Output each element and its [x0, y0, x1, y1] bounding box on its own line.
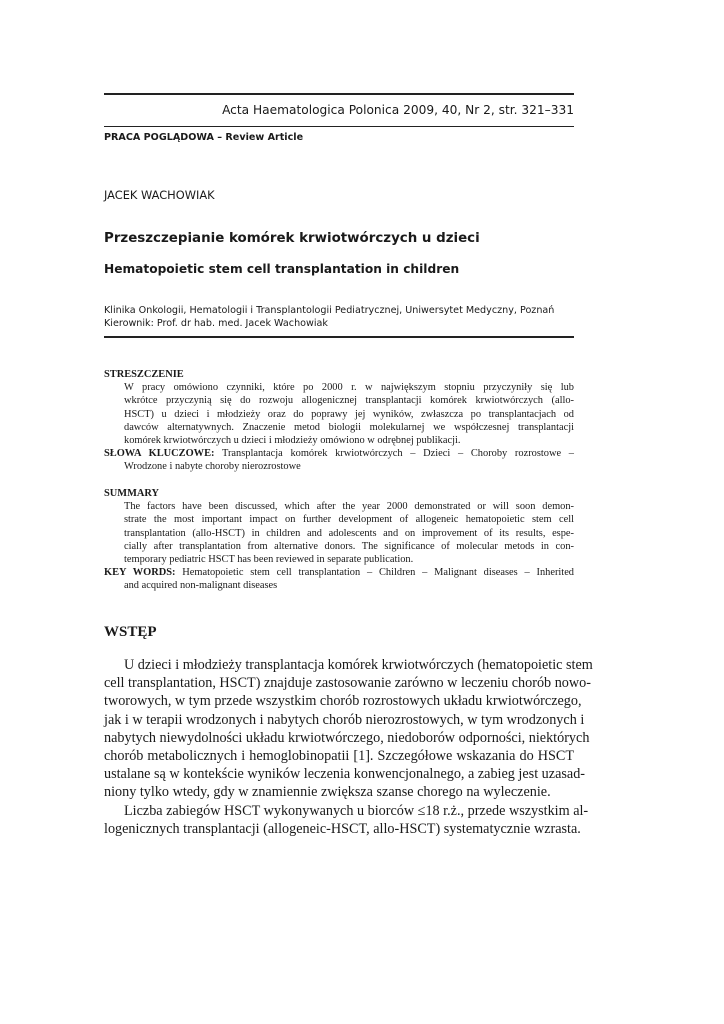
body-line: Liczba zabiegów HSCT wykonywanych u biorców ≤18 r.ż., przede wszystkim al- — [124, 802, 589, 819]
title-english: Hematopoietic stem cell transplantation in children — [104, 262, 460, 276]
key-words-label: KEY WORDS: — [104, 567, 176, 579]
affiliation-head: Kierownik: Prof. dr hab. med. Jacek Wachowiak — [104, 318, 328, 329]
article-type: PRACA POGLĄDOWA – Review Article — [104, 132, 304, 143]
affiliation-rule — [104, 336, 574, 338]
abstract-line: komórek krwiotwórczych u dzieci i młodzieży omówiono w odrębnej publikacji. — [124, 435, 461, 447]
abstract-line: dawców alternatywnych. Znaczenie metod biologii molekularnej we współczesnej transplantacji — [124, 421, 574, 433]
body-line: ustalane są w kontekście wyników leczenia konwencjonalnego, a zabieg jest uzasad- — [104, 766, 586, 783]
summary-line: The factors have been discussed, which after the year 2000 demonstrated or will soon demon- — [124, 501, 574, 513]
affiliation-institution: Klinika Onkologii, Hematologii i Transplantologii Pediatrycznej, Uniwersytet Medyczny, Poznań — [104, 305, 555, 316]
summary-line: strate the most important impact on further development of allogeneic hematopoietic stem cell — [124, 514, 574, 526]
abstract-line: wkrótce przyczynią się do rozwoju allogenicznej transplantacji komórek krwiotwórczych (allo- — [124, 395, 574, 407]
intro-body — [104, 656, 593, 838]
body-line: cell transplantation, HSCT) znajduje zastosowanie zarówno w leczeniu chorób nowo- — [104, 675, 591, 692]
abstract-line: HSCT) u dzieci i młodzieży oraz do poprawy jej wyników, zwłaszcza po transplantacjach od — [124, 408, 574, 420]
author-name: JACEK WACHOWIAK — [104, 188, 215, 202]
key-words-line — [104, 566, 574, 579]
keywords-line — [104, 447, 574, 460]
summary-line: cially after transplantation from alternative donors. The significance of molecular metods in con- — [124, 540, 574, 552]
body-line: jak i w terapii wrodzonych i nabytych chorób nierozrostowych, w tym wrodzonych i — [104, 711, 585, 728]
summary-line: transplantation (allo-HSCT) in children and adolescents and on improvement of its results, espe- — [124, 527, 574, 539]
keywords-text: Transplantacja komórek krwiotwórczych – Dzieci – Choroby rozrostowe – — [214, 448, 574, 460]
abstract-english — [104, 487, 574, 593]
key-words-continuation: and acquired non-malignant diseases — [124, 580, 278, 592]
top-rule — [104, 93, 574, 95]
body-line: U dzieci i młodzieży transplantacja komórek krwiotwórczych (hematopoietic stem — [124, 657, 593, 673]
summary-line: temporary pediatric HSCT has been reviewed in separate publication. — [124, 554, 414, 566]
keywords-continuation: Wrodzone i nabyte choroby nierozrostowe — [124, 461, 301, 473]
keywords-label: SŁOWA KLUCZOWE: — [104, 448, 215, 460]
abstract-polish — [104, 368, 574, 474]
key-words-text: Hematopoietic stem cell transplantation – Children – Malignant diseases – Inherited — [175, 567, 574, 579]
abstract-line: W pracy omówiono czynniki, które po 2000 r. w największym stopniu przyczyniły się lub — [124, 382, 574, 394]
body-line: chorób metabolicznych i hemoglobinopatii [1]. Szczegółowe wskazania do HSCT — [104, 748, 574, 765]
header-rule — [104, 126, 574, 127]
section-heading: WSTĘP — [104, 624, 157, 640]
body-line: nabytych niewydolności układu krwiotwórczego, niedoborów odporności, niektórych — [104, 729, 590, 746]
abstract-heading: STRESZCZENIE — [104, 369, 184, 380]
body-line: tworowych, w tym przede wszystkim chorób rozrostowych układu krwiotwórczego, — [104, 693, 582, 710]
summary-heading: SUMMARY — [104, 488, 160, 499]
body-line: niony tylko wtedy, gdy w znamiennie zwiększa szanse chorego na wyleczenie. — [104, 784, 551, 801]
journal-citation: Acta Haematologica Polonica 2009, 40, Nr 2, str. 321–331 — [222, 103, 574, 117]
title-polish: Przeszczepianie komórek krwiotwórczych u dzieci — [104, 231, 480, 246]
affiliation — [104, 304, 574, 330]
body-line: logenicznych transplantacji (allogeneic-HSCT, allo-HSCT) systematycznie wzrasta. — [104, 820, 581, 837]
